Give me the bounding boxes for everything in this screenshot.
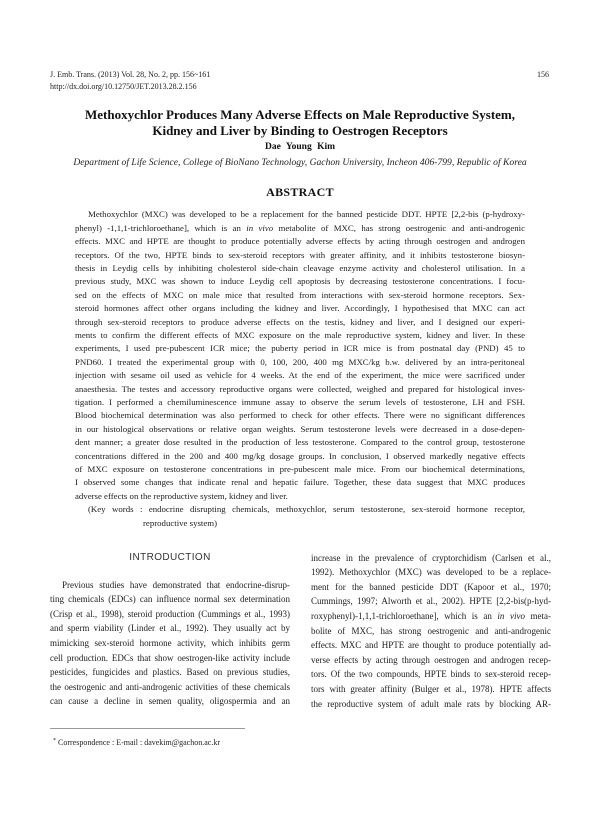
keywords-line: (Key words : endocrine disrupting chemicals, methoxychlor, serum testosterone, sex-steroid hormone receptor, — [88, 504, 525, 515]
title-line: Kidney and Liver by Binding to Oestrogen Receptors — [152, 123, 448, 138]
intro-left-line: cell production. EDCs that show oestrogen-like activity include — [50, 652, 290, 663]
introduction-heading: INTRODUCTION — [129, 552, 211, 563]
abstract-line: in our histological observations or relative organ weights. Serum testosterone levels were decreased in a dose-depen- — [75, 423, 525, 434]
footnote-marker: * — [53, 738, 56, 744]
intro-right-line: bolite of MXC, has strong oestrogenic and anti-androgenic — [311, 625, 551, 636]
keywords-line: reproductive system) — [143, 517, 218, 528]
abstract-line-segment: phenyl) -1,1,1-trichloroethane], which is an — [75, 222, 247, 233]
intro-right-line: verse effects by acting through oestrogen and androgen recep- — [311, 654, 551, 665]
intro-left-line: the oestrogenic and anti-androgenic activities of these chemicals — [50, 681, 290, 692]
intro-right-line: the reproductive system of adult male rats by blocking AR- — [311, 698, 551, 709]
doi-link: http://dx.doi.org/10.12750/JET.2013.28.2.156 — [50, 82, 197, 91]
introduction-right-column — [311, 551, 551, 712]
intro-left-line: Previous studies have demonstrated that endocrine-disrup- — [62, 579, 290, 590]
abstract-line: anaesthesia. The testes and accessory reproductive organs were collected, weighed and prepared for histological inves- — [75, 383, 525, 394]
intro-left-line: pesticides, fungicides and plastics. Based on previous studies, — [50, 667, 290, 678]
abstract-line: Methoxychlor (MXC) was developed to be a replacement for the banned pesticide DDT. HPTE [2,2-bis (p-hydroxy- — [88, 209, 525, 220]
abstract-heading: ABSTRACT — [266, 185, 334, 199]
abstract-line — [75, 222, 525, 235]
intro-right-line: tors. Of the two compounds, HPTE binds to sex-steroid recep- — [311, 669, 551, 680]
introduction-left-column — [50, 578, 290, 709]
paper-title — [0, 107, 600, 139]
abstract-line: ments to confirm the different effects of MXC exposure on the male reproductive system, kidney and liver. In these — [75, 329, 525, 340]
intro-left-line: (Crisp et al., 1998), steroid production (Cummings et al., 1993) — [50, 608, 290, 619]
intro-right-line — [311, 609, 551, 624]
title-line: Methoxychlor Produces Many Adverse Effects on Male Reproductive System, — [84, 107, 516, 122]
abstract-line: receptors. Of the two, HPTE binds to sex-steroid receptors with greater affinity, and it inhibits testosterone biosyn- — [75, 249, 525, 260]
abstract-line: effects. MXC and HPTE are thought to produce potentially adverse effects by acting through oestrogen and androgen — [75, 236, 525, 247]
abstract-line: I observed some changes that indicate renal and hepatic failure. Together, these data suggest that MXC produces — [75, 477, 525, 488]
intro-line-segment: roxyphenyl)-1,1,1-trichloroethane], which is an — [311, 611, 498, 622]
intro-line-segment: meta- — [524, 611, 551, 622]
abstract-line: experiments, I used pre-pubescent ICR mice; the puberty period in ICR mice is from postnatal day (PND) 45 to — [75, 343, 525, 354]
italic-term: in vivo — [246, 222, 274, 233]
abstract-line: injection with sesame oil used as vehicle for 4 weeks. At the end of the experiment, the mice were sacrificed under — [75, 370, 525, 381]
abstract-line: thesis in Leydig cells by inhibiting cholesterol side-chain cleavage enzyme activity and cholesterol utilisation. In a — [75, 262, 525, 273]
abstract-line: PND60. I treated the experimental group with 0, 100, 200, 400 mg MXC/kg b.w. delivered by an intra-peritoneal — [75, 356, 525, 367]
abstract-line: steroid hormones affect other organs including the kidney and liver. Accordingly, I hypothesised that MXC can act — [75, 303, 525, 314]
running-header — [50, 69, 210, 93]
intro-right-line: effects. MXC and HPTE are thought to produce potentially ad- — [311, 640, 551, 651]
abstract-body — [75, 208, 525, 530]
intro-right-line: 1992). Methoxychlor (MXC) was developed to be a replace- — [311, 567, 551, 578]
abstract-line: concentrations differed in the 200 and 400 mg/kg dosage groups. In conclusion, I observed markedly negative effects — [75, 450, 525, 461]
journal-citation: J. Emb. Trans. (2013) Vol. 28, No. 2, pp. 156~161 — [50, 70, 211, 79]
abstract-line: of MXC exposure on testosterone concentrations in pre-pubescent male mice. From our biochemical determinations, — [75, 464, 525, 475]
abstract-line: dent manner; a greater dose resulted in the production of less testosterone. Compared to the control group, testosterone — [75, 437, 525, 448]
intro-right-line: tors with greater affinity (Bulger et al., 1978). HPTE affects — [311, 684, 551, 695]
correspondence-footnote — [53, 735, 220, 749]
abstract-line: tigation. I performed a chemiluminescence immune assay to observe the serum levels of testosterone, LH and FSH. — [75, 396, 525, 407]
intro-right-line: increase in the prevalence of cryptorchidism (Carlsen et al., — [311, 552, 551, 563]
intro-left-line: can cause a decline in semen quality, oligospermia and an — [50, 696, 290, 707]
footnote-text: Correspondence : E-mail : davekim@gachon.ac.kr — [58, 738, 220, 747]
abstract-line: Blood biochemical determination was also performed to check for other effects. There were no significant differences — [75, 410, 525, 421]
intro-left-line: mimicking sex-steroid hormone activity, which inhibits germ — [50, 638, 290, 649]
page-number: 156 — [537, 70, 549, 79]
footnote-divider — [50, 728, 245, 729]
italic-term: in vivo — [497, 611, 525, 622]
abstract-line: through sex-steroid receptors to produce adverse effects on the testis, kidney and liver, and I designed our experi- — [75, 316, 525, 327]
intro-right-line: Cummings, 1997; Alworth et al., 2002). HPTE [2,2-bis(p-hyd- — [311, 596, 551, 607]
author-affiliation: Department of Life Science, College of BioNano Technology, Gachon University, Incheon 406-799, Republic of Korea — [73, 157, 527, 168]
author-name: Dae Young Kim — [264, 142, 336, 152]
abstract-line: sed on the effects of MXC on male mice that resulted from interactions with sex-steroid hormone receptors. Sex- — [75, 289, 525, 300]
intro-right-line: ment for the banned pesticide DDT (Kapoor et al., 1970; — [311, 581, 551, 592]
intro-left-line: and sperm viability (Linder et al., 1992). They usually act by — [50, 623, 290, 634]
abstract-line: previous study, MXC was shown to induce Leydig cell apoptosis by decreasing testosterone concentrations. I focu- — [75, 276, 525, 287]
intro-left-line: ting chemicals (EDCs) can influence normal sex determination — [50, 594, 290, 605]
abstract-line-segment: metabolite of MXC, has strong oestrogenic and anti-androgenic — [273, 222, 525, 233]
abstract-line: adverse effects on the reproductive system, kidney and liver. — [75, 490, 288, 501]
